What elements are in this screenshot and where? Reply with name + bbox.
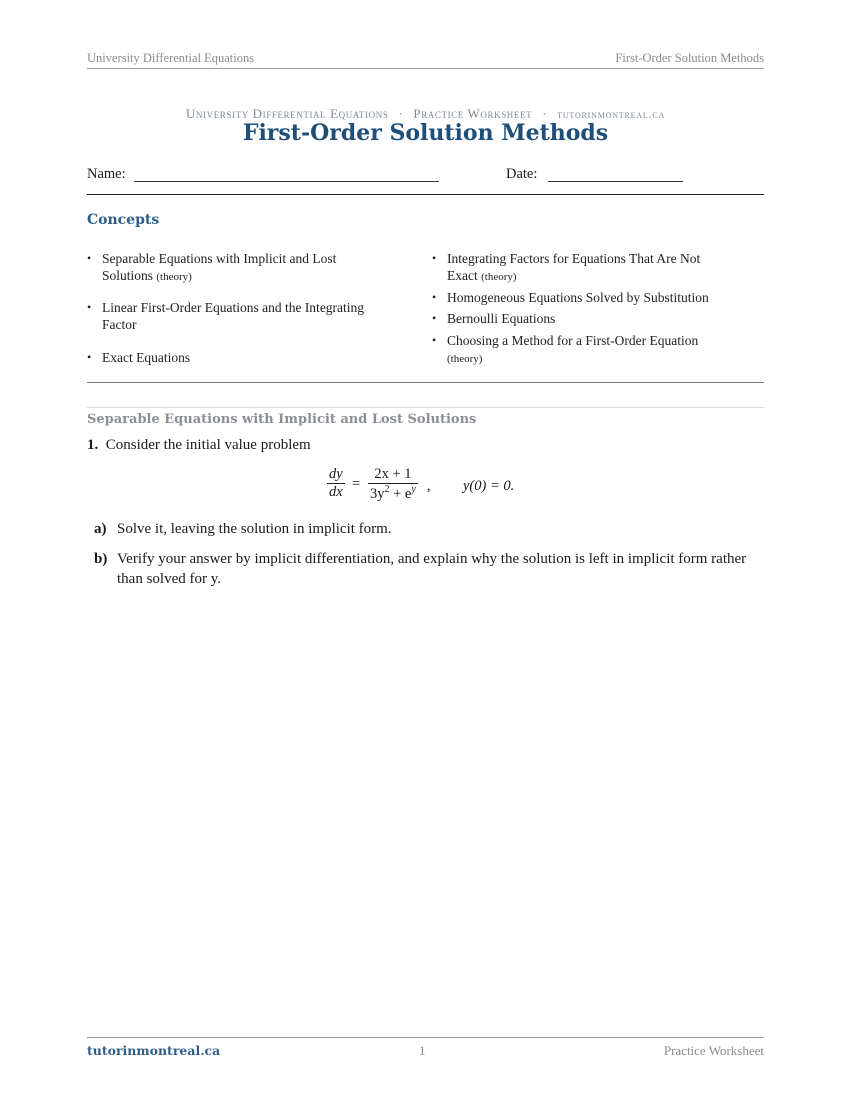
fraction-numerator: 2x + 1 xyxy=(374,466,412,482)
concept-text: Choosing a Method for a First-Order Equation xyxy=(447,333,699,348)
divider xyxy=(87,194,764,195)
fraction-rhs xyxy=(368,466,418,503)
equals-sign: = xyxy=(352,476,361,492)
fraction-dy-dx xyxy=(327,466,345,501)
equation xyxy=(87,466,764,510)
question-part-a xyxy=(87,519,764,539)
concept-text: Integrating Factors for Equations That Are Not Exact xyxy=(447,251,701,283)
exponent: 2 xyxy=(384,484,390,495)
kicker-separator: · xyxy=(542,106,548,121)
part-text: Verify your answer by implicit differentiation, and explain why the solution is left in implicit form rather than solved for y. xyxy=(117,551,747,587)
part-text: Solve it, leaving the solution in implicit form. xyxy=(117,521,392,537)
concept-text: Homogeneous Equations Solved by Substitution xyxy=(447,290,709,305)
concept-item xyxy=(432,332,702,368)
concept-text: Separable Equations with Implicit and Lost Solutions xyxy=(102,251,337,283)
question-number: 1. xyxy=(87,437,99,453)
concept-item xyxy=(87,250,387,286)
running-header-left: University Differential Equations xyxy=(87,51,255,65)
concepts-heading: Concepts xyxy=(87,212,160,228)
divider xyxy=(87,407,764,408)
concept-text: Linear First-Order Equations and the Integrating Factor xyxy=(102,300,365,332)
part-label: a) xyxy=(94,521,107,537)
footer-site: tutorinmontreal.ca xyxy=(87,1043,221,1058)
kicker-site: tutorinmontreal.ca xyxy=(557,107,666,121)
date-field[interactable] xyxy=(548,181,683,182)
concept-item xyxy=(432,310,732,327)
section-heading: Separable Equations with Implicit and Lost Solutions xyxy=(87,412,477,427)
comma: , xyxy=(427,478,431,494)
running-header xyxy=(87,51,764,69)
name-field[interactable] xyxy=(134,181,439,182)
fraction-numerator: dy xyxy=(329,466,343,482)
concept-tag: (theory) xyxy=(447,353,483,365)
page-title: First-Order Solution Methods xyxy=(242,120,609,146)
page-number: 1 xyxy=(419,1043,426,1058)
denominator-term: 3y xyxy=(370,485,385,502)
kicker-course: University Differential Equations xyxy=(185,106,389,121)
exponent: y xyxy=(411,484,416,495)
part-label: b) xyxy=(94,551,108,567)
kicker-kind: Practice Worksheet xyxy=(413,106,533,121)
concept-item xyxy=(432,289,732,306)
question-part-b xyxy=(87,549,764,589)
concept-tag: (theory) xyxy=(156,271,192,283)
concept-item xyxy=(87,349,387,366)
concept-text: Exact Equations xyxy=(102,350,191,365)
concept-text: Bernoulli Equations xyxy=(447,311,556,326)
question-1 xyxy=(87,437,764,454)
fraction-denominator: dx xyxy=(329,484,343,500)
denominator-term: + e xyxy=(389,485,412,502)
running-footer xyxy=(87,1037,764,1056)
concept-tag: (theory) xyxy=(481,271,517,283)
concept-item xyxy=(87,299,387,333)
divider xyxy=(87,382,764,383)
question-prompt: Consider the initial value problem xyxy=(105,437,311,453)
concept-item xyxy=(432,250,732,286)
initial-condition: y(0) = 0. xyxy=(463,478,515,494)
date-label: Date: xyxy=(506,166,538,182)
running-header-right: First-Order Solution Methods xyxy=(615,51,764,65)
kicker-separator: · xyxy=(398,106,404,121)
footer-label: Practice Worksheet xyxy=(663,1043,764,1058)
fraction-denominator xyxy=(368,483,418,503)
name-label: Name: xyxy=(87,166,126,182)
